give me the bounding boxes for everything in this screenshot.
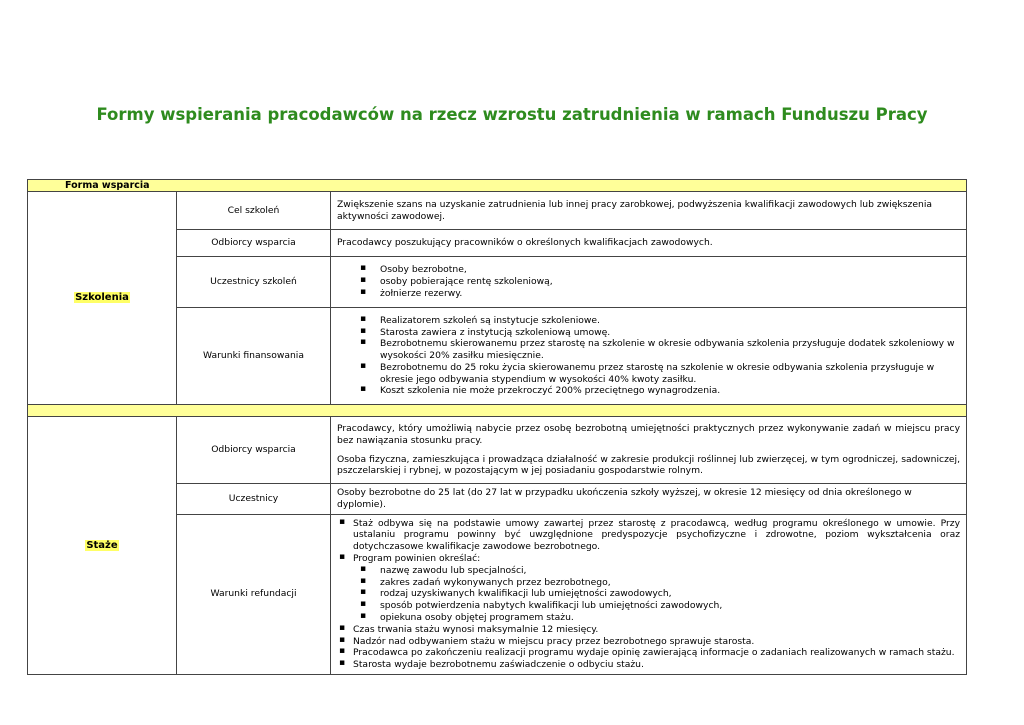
list-item: ▪ Staż odbywa się na podstawie umowy zawartej przez starostę z pracodawcą, według programu określonego w umowie. Przy ustalaniu programu powinny być uwzględnione predyspozycje psychofizyczne i zdrowotne, poziom wykształcenia oraz dotychczasowe kwalifikacje zawodowe bezrobotnego. (337, 518, 960, 553)
table-header-row (28, 180, 967, 192)
row-label: Uczestnicy szkoleń (177, 257, 331, 308)
separator (28, 405, 967, 417)
row-content (331, 514, 967, 674)
table-row (28, 192, 967, 230)
table-row (28, 417, 967, 484)
row-content: Zwiększenie szans na uzyskanie zatrudnienia lub innej pracy zarobkowej, podwyższenia kwalifikacji zawodowych lub zwiększenia aktywności zawodowej. (331, 192, 967, 230)
list-item: ▪ Starosta wydaje bezrobotnemu zaświadczenie o odbyciu stażu. (337, 659, 960, 671)
list-item: ▪ Nadzór nad odbywaniem stażu w miejscu pracy przez bezrobotnego sprawuje starosta. (337, 636, 960, 648)
row-label: Odbiorcy wsparcia (177, 417, 331, 484)
row-label: Warunki finansowania (177, 308, 331, 405)
list-item: ▪ Bezrobotnemu do 25 roku życia skierowanemu przez starostę na szkolenie w okresie odbywania szkolenia przysługuje w okresie jego odbywania stypendium w wysokości 40% kwoty zasiłku. (337, 362, 960, 386)
bullet-list (337, 315, 960, 398)
list-item: ▪ osoby pobierające rentę szkoleniową, (337, 276, 960, 288)
row-label: Warunki refundacji (177, 514, 331, 674)
support-forms-table (27, 179, 967, 675)
list-item: ▪ zakres zadań wykonywanych przez bezrobotnego, (337, 577, 960, 589)
list-item: ▪ opiekuna osoby objętej programem stażu. (337, 612, 960, 624)
category-label-staze: Staże (86, 539, 118, 551)
bullet-list (337, 624, 960, 671)
category-cell-staze (28, 417, 177, 675)
row-content: Osoby bezrobotne do 25 lat (do 27 lat w przypadku ukończenia szkoły wyższej, w okresie 12 miesięcy od dnia określonego w dyplomie). (331, 484, 967, 515)
row-label: Cel szkoleń (177, 192, 331, 230)
list-item: ▪ Bezrobotnemu skierowanemu przez starostę na szkolenie w okresie odbywania szkolenia przysługuje dodatek szkoleniowy w wysokości 20% zasiłku miesięcznie. (337, 338, 960, 362)
row-label: Odbiorcy wsparcia (177, 230, 331, 257)
row-content: Pracodawcy poszukujący pracowników o określonych kwalifikacjach zawodowych. (331, 230, 967, 257)
list-item: ▪ żołnierze rezerwy. (337, 288, 960, 300)
paragraph: Pracodawcy, który umożliwią nabycie przez osobę bezrobotną umiejętności praktycznych przez wykonywanie zadań w miejscu pracy bez nawiązania stosunku pracy. (337, 422, 961, 446)
list-item: ▪ Starosta zawiera z instytucją szkoleniową umowę. (337, 327, 960, 339)
list-item: ▪ Koszt szkolenia nie może przekroczyć 200% przeciętnego wynagrodzenia. (337, 385, 960, 397)
list-item: ▪ Realizatorem szkoleń są instytucje szkoleniowe. (337, 315, 960, 327)
bullet-list (337, 518, 960, 565)
row-content (331, 417, 967, 484)
list-item: ▪ nazwę zawodu lub specjalności, (337, 565, 960, 577)
row-content (331, 308, 967, 405)
category-cell-szkolenia (28, 192, 177, 405)
row-content (331, 257, 967, 308)
row-label: Uczestnicy (177, 484, 331, 515)
list-item: ▪ Pracodawca po zakończeniu realizacji programu wydaje opinię zawierającą informacje o zadaniach realizowanych w ramach stażu. (337, 647, 960, 659)
page-title: Formy wspierania pracodawców na rzecz wzrostu zatrudnienia w ramach Funduszu Pracy (96, 105, 928, 124)
list-item: ▪ Program powinien określać: (337, 553, 960, 565)
sub-bullet-list (337, 565, 960, 624)
table-header: Forma wsparcia (28, 180, 967, 192)
list-item: ▪ sposób potwierdzenia nabytych kwalifikacji lub umiejętności zawodowych, (337, 600, 960, 612)
list-item: ▪ Czas trwania stażu wynosi maksymalnie 12 miesięcy. (337, 624, 960, 636)
list-item: ▪ rodzaj uzyskiwanych kwalifikacji lub umiejętności zawodowych, (337, 588, 960, 600)
bullet-list (337, 264, 960, 299)
separator-row (28, 405, 967, 417)
paragraph: Osoba fizyczna, zamieszkująca i prowadząca działalność w zakresie produkcji roślinnej lub zwierzęcej, w tym ogrodniczej, sadowniczej, pszczelarskiej i rybnej, w pozostającym w jej posiadaniu gospodarstwie rolnym. (337, 453, 961, 477)
category-label-szkolenia: Szkolenia (75, 292, 129, 304)
list-item: ▪ Osoby bezrobotne, (337, 264, 960, 276)
